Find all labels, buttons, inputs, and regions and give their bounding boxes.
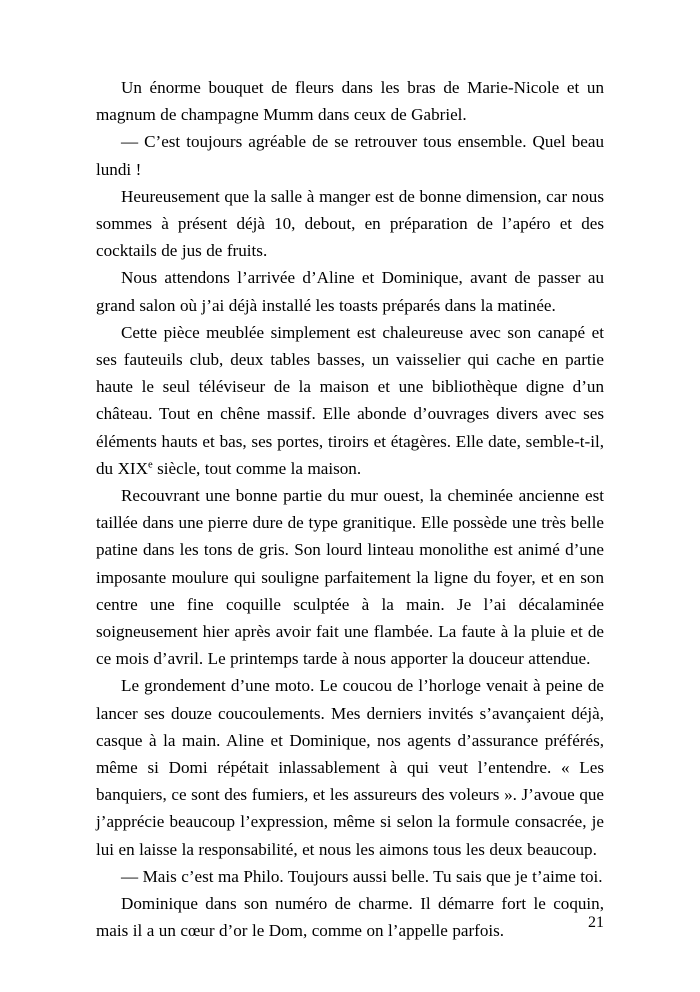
paragraph-5 — [96, 319, 604, 482]
paragraph-5-text-after: siècle, tout comme la maison. — [152, 458, 362, 478]
paragraph-9: Dominique dans son numéro de charme. Il démarre fort le coquin, mais il a un cœur d’or le Dom, comme on l’appelle parfois. — [96, 894, 604, 941]
paragraph-3: Heureusement que la salle à manger est de bonne dimension, car nous sommes à présent déjà 10, debout, en préparation de l’apéro et des cocktails de jus de fruits. — [96, 186, 604, 261]
paragraph-4: Nous attendons l’arrivée d’Aline et Dominique, avant de passer au grand salon où j’ai déjà installé les toasts préparés dans la matinée. — [96, 268, 604, 315]
paragraph-8-dialogue: — Mais c’est ma Philo. Toujours aussi belle. Tu sais que je t’aime toi. — [121, 866, 603, 886]
ordinal-superscript: e — [147, 459, 153, 471]
paragraph-1: Un énorme bouquet de fleurs dans les bras de Marie-Nicole et un magnum de champagne Mumm dans ceux de Gabriel. — [96, 78, 604, 125]
paragraph-6: Recouvrant une bonne partie du mur ouest, la cheminée ancienne est taillée dans une pierre dure de type granitique. Elle possède une très belle patine dans les tons de gris. Son lourd linteau monolithe est animé d’une imposante moulure qui souligne parfaitement la ligne du foyer, et en son centre une fine coquille sculptée à la main. Je l’ai décalaminée soigneusement hier après avoir fait une flambée. La faute à la pluie et de ce mois d’avril. Le printemps tarde à nous apporter la douceur attendue. — [96, 486, 604, 669]
paragraph-2-dialogue: — C’est toujours agréable de se retrouver tous ensemble. Quel beau lundi ! — [96, 132, 604, 179]
paragraph-5-text-before: Cette pièce meublée simplement est chaleureuse avec son canapé et ses fauteuils club, deux tables basses, un vaisselier qui cache en partie haute le seul téléviseur de la maison et une bibliothèque digne d’un château. Tout en chêne massif. Elle abonde d’ouvrages divers avec ses éléments hauts et bas, ses portes, tiroirs et étagères. Elle date, semble-t-il, du XIX — [96, 322, 604, 478]
page-number: 21 — [588, 914, 604, 931]
paragraph-7: Le grondement d’une moto. Le coucou de l’horloge venait à peine de lancer ses douze coucoulements. Mes derniers invités s’avançaient déjà, casque à la main. Aline et Dominique, nos agents d’assurance préférés, même si Domi répétait inlassablement à qui veut l’entendre. « Les banquiers, ce sont des fumiers, et les assureurs des voleurs ». J’avoue que j’apprécie beaucoup l’expression, même si selon la formule consacrée, je lui en laisse la responsabilité, et nous les aimons tous les deux beaucoup. — [96, 676, 604, 859]
page-text-body — [96, 74, 604, 945]
